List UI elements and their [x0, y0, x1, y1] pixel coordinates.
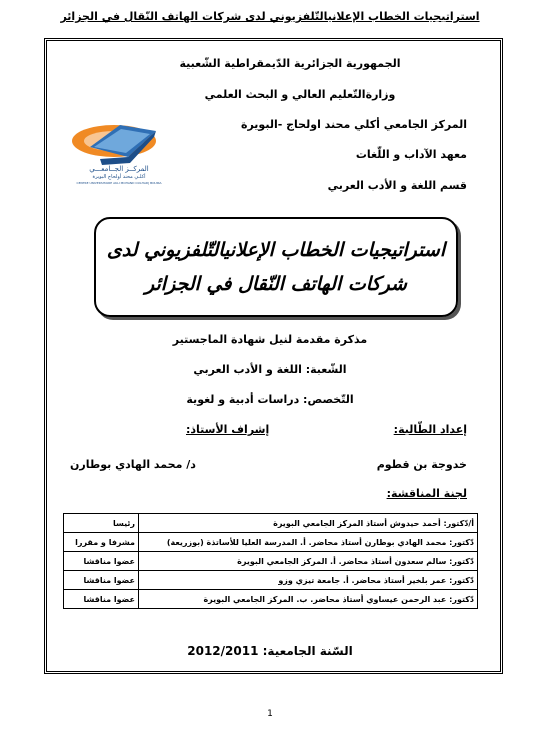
university-logo [64, 117, 174, 187]
table-row [64, 552, 478, 571]
center-name: المركز الجامعي أكلي محند اولحاج -البويرة [240, 118, 467, 131]
department-name: قسم اللغة و الأدب العربي [327, 179, 467, 192]
committee-table [63, 513, 478, 609]
logo-text-1: المركــز الجــامعـــي [89, 165, 149, 173]
running-header: استراتيجيات الخطاب الإعلانيالتّلفزيوني لدى شركات الهاتف النّقال في الجزائر [60, 10, 480, 23]
thesis-title-line-1: استراتيجيات الخطاب الإعلانيالتّلفزيوني لدى [106, 239, 446, 261]
institute-name: معهد الآداب و اللّغات [355, 148, 467, 161]
member-name: دّكتور: سالم سعدون أستاذ محاضر. أ. المركز الجامعي البويرة [139, 552, 478, 571]
supervisor-name: د/ محمد الهادي بوطارن [70, 458, 196, 471]
table-row [64, 590, 478, 609]
thesis-title-line-2: شركات الهاتف النّقال في الجزائر [145, 273, 407, 295]
member-name: دّكتور: عبد الرحمن عيساوي أستاذ محاضر. ب. المركز الجامعي البويرة [139, 590, 478, 609]
member-name: دّكتور: محمد الهادي بوطارن أستاذ محاضر. أ. المدرسة العليا للأساتذة (بوزريعة) [139, 533, 478, 552]
supervisor-label: إشراف الأستاذ: [186, 423, 270, 436]
committee-label: لجنة المناقشة: [386, 487, 467, 500]
republic-name: الجمهورية الجزائرية الدّيمقراطية الشّعبية [179, 57, 401, 70]
table-row [64, 571, 478, 590]
member-role: عضوا مناقشا [64, 552, 139, 571]
ministry-name: وزارةالتّعليم العالي و البحث العلمي [204, 88, 396, 101]
academic-year: السّنة الجامعية: 2012/2011 [187, 644, 353, 658]
degree-line: مذكرة مقدمة لنيل شهادة الماجستير [172, 333, 368, 346]
member-role: مشرفا و مقررا [64, 533, 139, 552]
branch-line: الشّعبة: اللغة و الأدب العربي [193, 363, 347, 376]
thesis-title-box [94, 217, 458, 317]
logo-text-2: أكلـي محند أولحاج البويرة [92, 174, 146, 180]
member-role: عضوا مناقشا [64, 571, 139, 590]
table-row [64, 533, 478, 552]
member-role: عضوا مناقشا [64, 590, 139, 609]
logo-text-3: CENTRE UNIVERSITAIRE AKLI MOHAND OULHADJ BOUIRA [76, 181, 162, 185]
member-role: رئيسا [64, 514, 139, 533]
page-number: 1 [267, 709, 273, 719]
student-name: خدوجة بن قطوم [376, 458, 467, 471]
student-label: إعداد الطّالبة: [393, 423, 467, 436]
member-name: دّكتور: عمر بلخير أستاذ محاضر. أ. جامعة تيزي وزو [139, 571, 478, 590]
table-row [64, 514, 478, 533]
specialization-line: التّخصص: دراسات أدبية و لغوية [186, 393, 354, 406]
member-name: أ/دّكتور: أحمد حيدوش أستاذ المركز الجامعي البويرة [139, 514, 478, 533]
